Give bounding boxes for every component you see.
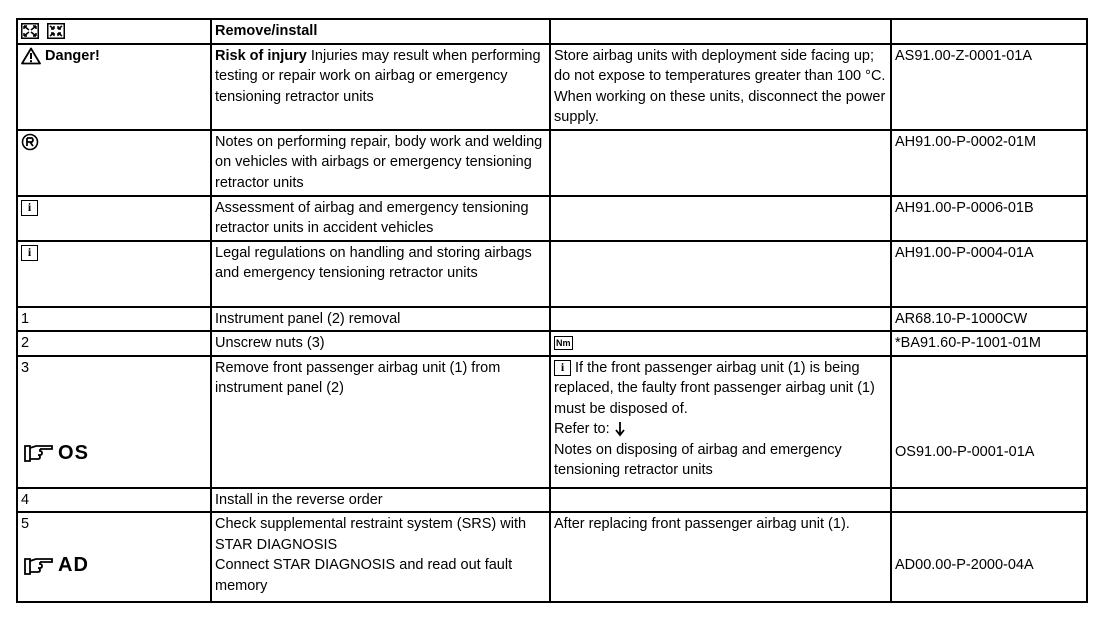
assessment-ref[interactable]: AH91.00-P-0006-01B	[891, 196, 1087, 241]
notes-repair-text: Notes on performing repair, body work and welding on vehicles with airbags or emergency tensioning retractor units	[211, 130, 550, 196]
pointing-hand-icon[interactable]	[24, 443, 54, 463]
step-3-ref[interactable]: OS91.00-P-0001-01A	[895, 443, 1035, 460]
step-1-num: 1	[17, 307, 211, 332]
step-2-num: 2	[17, 331, 211, 356]
danger-label: Danger!	[45, 47, 100, 64]
warning-triangle-icon	[21, 47, 41, 65]
step-1-row	[17, 307, 1087, 332]
info-icon: i	[21, 245, 38, 261]
legal-note	[550, 241, 891, 307]
danger-text: Injuries may result when performing testing or repair work on airbag or emergency tensioning retractor units	[215, 47, 541, 105]
danger-note: Store airbag units with deployment side facing up; do not expose to temperatures greater than 100 °C. When working on these units, disconnect the power supply.	[550, 44, 891, 130]
step-5-ref[interactable]: AD00.00-P-2000-04A	[895, 557, 1034, 573]
step-3-note: If the front passenger airbag unit (1) is being replaced, the faulty front passenger airbag unit (1) must be disposed of.	[554, 359, 875, 417]
step-5-note: After replacing front passenger airbag unit (1).	[550, 512, 891, 602]
legal-ref[interactable]: AH91.00-P-0004-01A	[891, 241, 1087, 307]
assessment-note	[550, 196, 891, 241]
step-4-num: 4	[17, 488, 211, 513]
notes-repair-row	[17, 130, 1087, 196]
header-icons-cell	[17, 19, 211, 44]
step-3-refer-text[interactable]: Notes on disposing of airbag and emergency tensioning retractor units	[554, 441, 842, 478]
header-empty-4	[891, 19, 1087, 44]
pointing-hand-icon[interactable]	[24, 556, 54, 576]
arrow-down-icon[interactable]	[614, 421, 626, 437]
header-title: Remove/install	[211, 19, 550, 44]
step-2-text: Unscrew nuts (3)	[211, 331, 550, 356]
expand-icon[interactable]	[21, 23, 39, 39]
info-icon: i	[554, 360, 571, 376]
step-3-ref-label[interactable]: OS	[58, 441, 89, 464]
step-3-row	[17, 356, 1087, 488]
step-5-text: Check supplemental restraint system (SRS) with STAR DIAGNOSIS	[215, 516, 527, 553]
step-3-refer-to: Refer to:	[554, 421, 610, 437]
notes-repair-ref[interactable]: AH91.00-P-0002-01M	[891, 130, 1087, 196]
danger-ref[interactable]: AS91.00-Z-0001-01A	[891, 44, 1087, 130]
step-2-ref[interactable]: *BA91.60-P-1001-01M	[891, 331, 1087, 356]
step-2-row	[17, 331, 1087, 356]
info-icon: i	[21, 200, 38, 216]
step-1-text: Instrument panel (2) removal	[211, 307, 550, 332]
danger-row	[17, 44, 1087, 130]
header-empty-3	[550, 19, 891, 44]
header-row	[17, 19, 1087, 44]
danger-label-cell	[17, 44, 211, 130]
notes-repair-note	[550, 130, 891, 196]
procedure-table	[16, 18, 1088, 603]
step-4-row	[17, 488, 1087, 513]
danger-text-cell	[211, 44, 550, 130]
settings-circle-icon	[21, 133, 39, 151]
step-5-text2: Connect STAR DIAGNOSIS and read out fault memory	[215, 557, 513, 594]
danger-title: Risk of injury	[215, 47, 307, 64]
step-3-num: 3	[21, 359, 30, 376]
legal-row	[17, 241, 1087, 307]
collapse-icon[interactable]	[47, 23, 65, 39]
legal-text: Legal regulations on handling and storing airbags and emergency tensioning retractor units	[211, 241, 550, 307]
step-4-text: Install in the reverse order	[211, 488, 550, 513]
step-5-ref-label[interactable]: AD	[58, 554, 89, 576]
assessment-text: Assessment of airbag and emergency tensioning retractor units in accident vehicles	[211, 196, 550, 241]
torque-nm-icon[interactable]: Nm	[556, 338, 571, 349]
step-3-text: Remove front passenger airbag unit (1) from instrument panel (2)	[211, 356, 550, 488]
step-5-row	[17, 512, 1087, 602]
step-5-num: 5	[21, 516, 30, 532]
assessment-row	[17, 196, 1087, 241]
step-1-ref[interactable]: AR68.10-P-1000CW	[891, 307, 1087, 332]
